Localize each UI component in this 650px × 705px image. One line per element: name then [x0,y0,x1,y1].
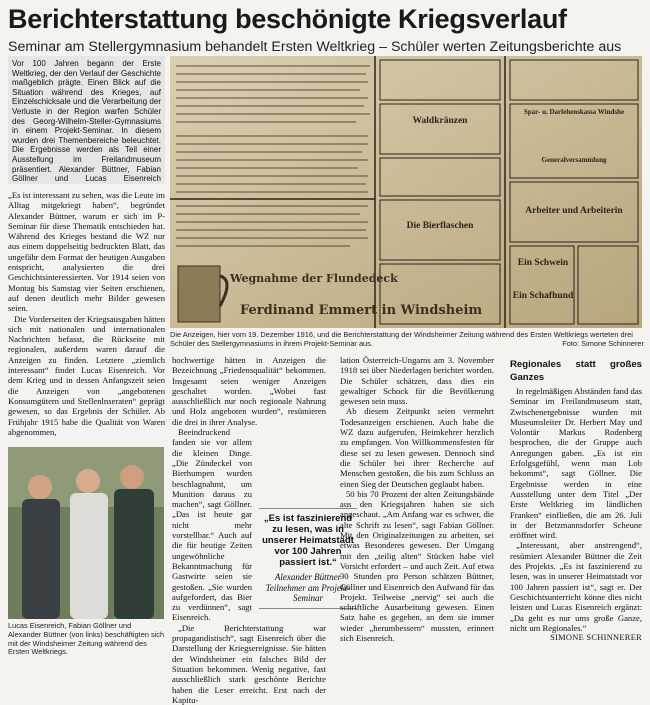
ad-bierflaschen: Die Bierflaschen [406,221,474,231]
article-column-3 [340,355,494,643]
quote-role: Teilnehmer am Projekt-Seminar [265,582,351,603]
svg-text:Wegnahme der Flundedeck: Wegnahme der Flundedeck [230,272,398,285]
newspaper-photo-image [170,56,642,328]
col3-paragraph: 50 bis 70 Prozent der alten Zeitungsbände aus den Kriegsjahren haben sie sich angeschaut. „Am Anfang war es schwer, die alte Schrift zu lesen“, sagt Fabian Göllner. Mit den Originalzeitungen zu arbeiten, sei etwas Besonderes gewesen. Der Umgang mit den „teilig alten“ Stücken habe viel Vorsicht erfordert – und auch Zeit. Auf etwa 30 Stunden pro Person schätzen Büttner, Göllner und Eisenreich den Aufwand für das Projekt. Teilweise „nervig“ sei auch die schriftliche Ausarbeitung gewesen. Einen Satz habe es gegeben, an dem sie immer wieder „herumbessern“ mussten, erinnert sich Eisenreich. [340,488,494,644]
quote-text: „Es ist faszinierend zu lesen, was in unserer Heimatstadt vor 100 Jahren passiert ist.“ [262,513,354,568]
subheadline: Seminar am Stellergymnasium behandelt Ersten Weltkrieg – Schüler werten Zeitungsberichte aus [8,39,622,55]
students-photo-image [8,447,164,619]
ad-schwein: Ein Schwein [517,258,569,268]
students-caption: Lucas Eisenreich, Fabian Göllner und Alexander Büttner (von links) beschäftigten sich mit der Windsheimer Zeitung während des Ersten Weltkriegs. [8,621,165,657]
newspaper-caption-text: Die Anzeigen, hier vom 19. Dezember 1916, und die Berichterstattung der Windsheimer Zeitung während des Ersten Weltkriegs werteten drei Schüler des Stellergymnasiums in ihrem Projekt-Seminar aus. [170,330,633,348]
author-signature: SIMONE SCHINNERER [550,633,642,643]
col3-paragraph: lation Österreich-Ungarns am 3. November 1918 sei über Niederlagen berichtet worden. Die Schüler schätzen, dass dies ein gewaltiger Schock für die Bevölkerung gewesen sein muss. [340,355,494,407]
col3-paragraph: Ab diesem Zeitpunkt seien vermehrt Todesanzeigen erschienen. Auch habe die WZ dazu aufgerufen, Heimkehrer herzlich zu empfangen. Von Willkommensfesten für diese sei zu lesen gewesen. Dennoch sind die Schüler bei ihrer Recherche auf Menschen gestoßen, die bis zum Schluss an einen Sieg der Deutschen geglaubt haben. [340,406,494,489]
beer-mug-illustration [178,266,227,322]
col1-paragraph: Die Vorderseiten der Kriegsausgaben hätten sich mit nationalen und internationalen Nachrichten befasst, die Rückseite mit regionalen, außerdem waren darauf die Anzeigen zu finden. Letztere „ziemlich interessant“ findet Lucas Eisenreich. Vor dem Krieg und in dessen Anfangszeit seien die Anzeigen von „angebotenen Konsumgütern und Stellenlnseraten“ geprägt gewesen, so das Ergebnis der Schüler. Ab Frühjahr 1915 habe die Qualität von Waren abgenommen, [8,313,165,437]
photo-credit: Foto: Simone Schinnerer [562,339,644,348]
col2-paragraph: Beeindruckend fanden sie vor allem die kleinen Dinge. „Die Zündeckel von Bierhumpen wurden beschlagnahmt, um Munition daraus zu machen“, sagt Göllner. „Das ist heute gar nicht mehr vorstellbar.“ Auch auf die für heutige Zeiten ungewöhnliche Bekanntmachung für Gastwirte seien sie gestoßen. „Sie wurden aufgefordert, das Bier zu verdünnen“, sagt Eisenreich. [172,427,252,623]
section-subhead: Regionales statt großes Ganzes [510,359,642,383]
article-column-4 [510,355,642,643]
intro-box: Vor 100 Jahren begann der Erste Weltkrieg, der den Verlauf der Geschichte maßgeblich prägte. Einen Blick auf die Situation während des Krieges, auf Einzelschicksale und die Verarbeitung der Verluste in der Region warfen Schüler des Georg-Wilhelm-Steller-Gymnasiums in einem Projekt-Seminar. In diesem wurden drei Themenbereiche beleuchtet. Die Ergebnisse werden als Teil einer Ausstellung im Freilandmuseum präsentiert. Alexander Büttner, Fabian Göllner und Lucas Eisenreich [8,56,165,184]
quote-author: Alexander Büttner [274,572,342,582]
col2-paragraph: hochwertige hätten in Anzeigen die Bezeichnung „Friedensqualität“ bekommen. Insgesamt seien weniger Anzeigen geschaltet worden. „Wobei fast ausschließlich nur noch regionale Nahrung und Holz angeboten wurden“, resümieren die drei in ihrer Analyse. [172,355,326,427]
newspaper-photo [170,56,642,328]
ad-waldkraenzen: Waldkränzen [412,116,468,126]
col4-paragraph: „Interessant, aber anstrengend“, resümiert Alexander Büttner die Zeit des Projekts. „Es ist faszinierend zu lesen, was in unserer Heimatstadt vor 100 Jahren passiert ist“, sagt er. Der Geschichtsunterricht könne dies nicht leisten und Lucas Eisenreich ergänzt: „Da geht es nur ums große Ganze, nicht um Regionales.“ [510,540,642,633]
ad-sparkasse: Spar- u. Darlehenskassa Windshe [523,108,625,116]
ad-schafhund: Ein Schafhund [512,291,574,301]
svg-text:Ferdinand Emmert in Windsheim: Ferdinand Emmert in Windsheim [240,303,483,318]
ad-generalversammlung: Generalversammlung [541,156,607,164]
students-photo [8,447,164,619]
col1-paragraph: „Es ist interessant zu sehen, was die Leute im Alltag mitgekriegt haben“, begründet Alexander Büttner, warum er sich im P-Seminar für diese Thematik entschieden hat. Während des Krieges bestand die WZ nur aus einem doppelseitig bedruckten Blatt, das ungefähr dem Format der heutigen Ausgaben entspricht, analysierten die drei Geschichtsinteressierten. Vor 1914 seien von Montag bis Samstag vier Seiten erschienen, auf denen deutlich mehr Bilder gewesen seien. [8,190,165,314]
ad-arbeiter: Arbeiter und Arbeiterin [525,206,623,216]
col4-paragraph: In regelmäßigen Abständen fand das Seminar im Freilandmuseum statt, Zwischenergebnisse wurden mit Museumsleiter Dr. Herbert May und Volontär Markus Rodenberg besprochen, die der Gruppe auch Anregungen gaben. „Es ist ein Erfolgsgefühl, wenn man Lob bekommt“, sagt Göllner. Die Ergebnisse werden in eine Ausstellung unter dem Titel „Der Erste Weltkrieg im ländlichen Franken“ einfließen, die am 26. Juli in der Betzmannsdorfer Scheune eröffnet wird. [510,386,642,541]
article-column-1 [8,190,165,437]
headline: Berichterstattung beschönigte Kriegsverlauf [8,4,567,34]
col2-paragraph: „Die Berichterstattung war propagandistisch“, sagt Eisenreich über die Darstellung der Kriegsereignisse. Sie hätten der Windsheimer ein falsches Bild der Situation bekommen. Wenig negative, fast ausschließlich stark geschönte Berichte haben die Leser erreicht. Erst nach der Kapitu- [172,622,326,705]
